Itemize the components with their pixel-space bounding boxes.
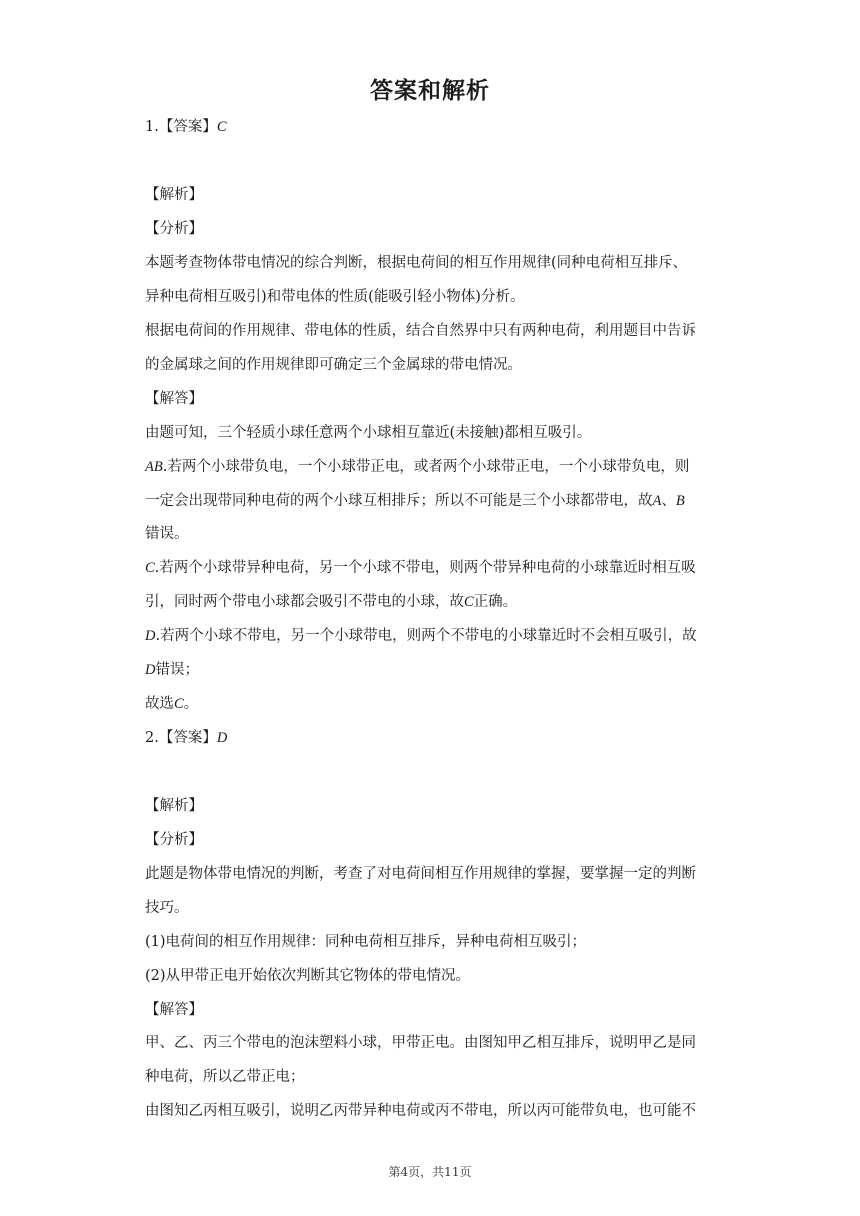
q1-option-d-ref: D [145,662,156,678]
q2-jieda-line-2: 种电荷，所以乙带正电； [145,1069,305,1085]
q2-jieda-line-1: 甲、乙、丙三个带电的泡沫塑料小球，甲带正电。由图知甲乙相互排斥，说明甲乙是同 [145,1035,696,1051]
q1-option-c-label: C [145,560,155,576]
q2-answer-value: D [216,730,228,746]
q2-fenxi-line-1: 此题是物体带电情况的判断，考查了对电荷间相互作用规律的掌握，要掌握一定的判断 [145,866,696,882]
q1-option-ab-label: AB [145,459,163,475]
q1-option-ab-line-2 [145,491,725,511]
page-footer: 第4页，共11页 [388,1165,472,1179]
q1-option-c-text-2a: 引，同时两个带电小球都会吸引不带电的小球，故 [145,594,464,610]
q2-fenxi-line-4: (2)从甲带正电开始依次判断其它物体的带电情况。 [145,968,471,984]
q1-option-d-text-2: 错误； [155,662,199,678]
q1-option-c-ref: C [464,594,474,610]
q1-option-d-line-1 [145,626,725,646]
q2-jieda-heading: 【解答】 [145,1002,203,1018]
q1-jieda-line-1: 由题可知，三个轻质小球任意两个小球相互靠近(未接触)都相互吸引。 [145,425,592,441]
q1-fenxi-line-4: 的金属球之间的作用规律即可确定三个金属球的带电情况。 [145,357,522,373]
q1-option-ab-text-2: 一定会出现带同种电荷的两个小球互相排斥；所以不可能是三个小球都带电，故 [145,493,653,509]
q1-answer-prefix: 1.【答案】 [145,119,217,135]
q2-answer-prefix: 2.【答案】 [145,730,217,746]
q2-fenxi-heading: 【分析】 [145,832,203,848]
page-title: 答案和解析 [370,78,490,104]
q1-conclusion-end: 。 [183,696,199,712]
q1-answer-value: C [216,119,227,135]
q1-option-c-text-2b: 正确。 [473,594,518,610]
q1-option-d-text-1: .若两个小球不带电，另一个小球带电，则两个不带电的小球靠近时不会相互吸引，故 [155,628,697,644]
q1-option-ab-line-3: 错误。 [145,526,189,542]
q2-answer-line [145,728,725,748]
q1-option-ab-line-1 [145,457,725,477]
q1-option-ab-ref-a: A [652,493,662,509]
q1-fenxi-line-1: 本题考查物体带电情况的综合判断，根据电荷间的相互作用规律(同种电荷相互排斥、 [145,255,688,271]
q1-option-d-label: D [145,628,156,644]
q2-fenxi-line-3: (1)电荷间的相互作用规律：同种电荷相互排斥，异种电荷相互吸引； [145,934,587,950]
q1-answer-line [145,117,725,137]
q1-option-ab-ref-b: B [675,493,685,509]
q1-fenxi-line-2: 异种电荷相互吸引)和带电体的性质(能吸引轻小物体)分析。 [145,289,525,305]
q2-jieda-line-3: 由图知乙丙相互吸引，说明乙丙带异种电荷或丙不带电，所以丙可能带负电，也可能不 [145,1103,696,1119]
q2-fenxi-line-2: 技巧。 [145,900,189,916]
q1-jiexi-heading: 【解析】 [145,187,203,203]
q1-option-ab-text-1: .若两个小球带负电，一个小球带正电，或者两个小球带正电，一个小球带负电，则 [162,459,690,475]
q1-option-d-line-2 [145,660,725,680]
q1-conclusion-text: 故选 [145,696,174,712]
q1-option-c-line-1 [145,558,725,578]
q1-conclusion [145,694,725,714]
q2-jiexi-heading: 【解析】 [145,798,203,814]
q1-conclusion-choice: C [174,696,184,712]
q1-option-c-text-1: .若两个小球带异种电荷，另一个小球不带电，则两个带异种电荷的小球靠近时相互吸 [154,560,696,576]
q1-option-ab-sep: 、 [661,493,676,509]
q1-option-c-line-2 [145,592,725,612]
q1-fenxi-heading: 【分析】 [145,221,203,237]
q1-fenxi-line-3: 根据电荷间的作用规律、带电体的性质，结合自然界中只有两种电荷，利用题目中告诉 [145,323,696,339]
q1-jieda-heading: 【解答】 [145,391,203,407]
